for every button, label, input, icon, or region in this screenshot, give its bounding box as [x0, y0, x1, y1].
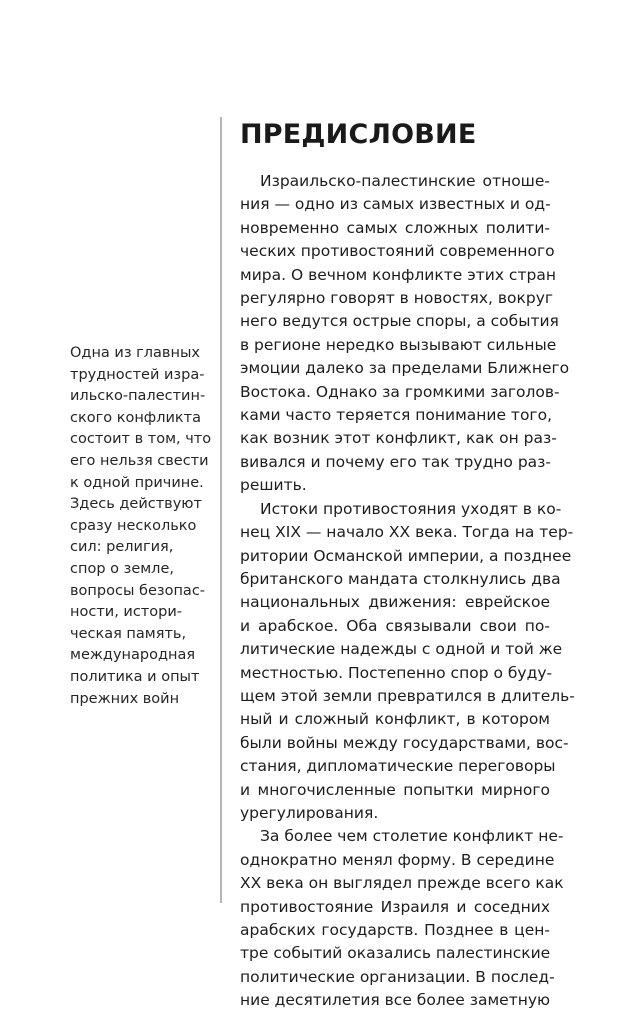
- paragraph-1-line: регулярно говорят в новостях, вокруг: [240, 289, 554, 308]
- paragraph-2-line: ритории Османской империи, а позднее: [240, 546, 572, 565]
- paragraph-2-line: стания, дипломатические переговоры: [240, 757, 556, 776]
- sidebar-line: вопросы безопас-: [70, 582, 206, 599]
- sidebar-line: состоит в том, что: [70, 431, 212, 448]
- paragraph-2-line: щем этой земли превратился в длитель-: [240, 686, 575, 705]
- paragraph-2-line: были войны между государствами, вос-: [240, 733, 569, 752]
- paragraph-1-line: него ведутся острые споры, а события: [240, 312, 559, 331]
- page-title: ПРЕДИСЛОВИЕ: [240, 119, 477, 150]
- paragraph-3-line: арабских государств. Позднее в цен-: [240, 921, 550, 939]
- paragraph-1-line: мира. О вечном конфликте этих стран: [240, 265, 556, 284]
- paragraph-3-line: XX века он выглядел прежде всего как: [240, 874, 564, 893]
- paragraph-3-line: однократно менял форму. В середине: [240, 850, 555, 869]
- sidebar-line: к одной причине.: [70, 474, 204, 491]
- paragraph-1-line: вивался и почему его так трудно раз-: [240, 452, 552, 471]
- paragraph-1-line: решить.: [240, 476, 307, 495]
- body-text: [240, 170, 575, 1013]
- sidebar-line: трудностей изра-: [70, 366, 205, 383]
- sidebar-line: ности, истори-: [70, 604, 182, 621]
- paragraph-1-line: ния — одно из самых известных и од-: [240, 195, 551, 214]
- paragraph-2-line: нец XIX — начало XX века. Тогда на тер-: [240, 523, 574, 542]
- sidebar-line: международная: [70, 647, 196, 664]
- paragraph-2-line: литические надежды с одной и той же: [240, 640, 563, 659]
- paragraph-1-line: новременно самых сложных полити-: [240, 218, 550, 237]
- sidebar-line: прежних войн: [70, 690, 180, 707]
- paragraph-2-line: национальных движения: еврейское: [240, 593, 550, 612]
- sidebar-line: ильско-палестин-: [70, 388, 206, 405]
- paragraph-3-line: тре событий оказались палестинские: [240, 944, 551, 963]
- paragraph-2-line: местностью. Постепенно спор о буду-: [240, 663, 553, 682]
- sidebar-note: [70, 343, 210, 710]
- paragraph-2-line: Истоки противостояния уходят в ко-: [260, 499, 562, 518]
- sidebar-line: политика и опыт: [70, 668, 200, 685]
- paragraph-1-line: ками часто теряется понимание того,: [240, 406, 552, 425]
- paragraph-3-line: ние десятилетия все более заметную: [240, 991, 551, 1010]
- sidebar-line: Одна из главных: [70, 345, 200, 361]
- sidebar-line: сразу несколько: [70, 517, 197, 534]
- paragraph-3-line: За более чем столетие конфликт не-: [260, 827, 564, 846]
- paragraph-3-line: политические организации. В послед-: [240, 967, 555, 986]
- paragraph-3-line: противостояние Израиля и соседних: [240, 897, 550, 916]
- sidebar-line: Здесь действуют: [70, 496, 202, 513]
- sidebar-line: сил: религия,: [70, 539, 174, 556]
- paragraph-1-line: в регионе нередко вызывают сильные: [240, 335, 557, 354]
- paragraph-1-line: эмоции далеко за пределами Ближнего: [240, 359, 570, 378]
- paragraph-2-line: урегулирования.: [240, 803, 379, 822]
- sidebar-line: ского конфликта: [70, 409, 201, 426]
- paragraph-2-line: ный и сложный конфликт, в котором: [240, 710, 550, 729]
- paragraph-2-line: и арабское. Оба связывали свои по-: [240, 616, 550, 635]
- column-divider: [220, 117, 222, 903]
- sidebar-line: его нельзя свести: [70, 452, 209, 469]
- sidebar-line: ческая память,: [70, 625, 187, 642]
- paragraph-1-line: Востока. Однако за громкими заголов-: [240, 382, 560, 401]
- paragraph-1-line: как возник этот конфликт, как он раз-: [240, 429, 557, 448]
- paragraph-1-line: Израильско-палестинские отноше-: [260, 172, 550, 190]
- paragraph-2-line: британского мандата столкнулись два: [240, 569, 561, 588]
- paragraph-2-line: и многочисленные попытки мирного: [240, 780, 550, 799]
- paragraph-1-line: ческих противостояний современного: [240, 242, 555, 261]
- sidebar-line: спор о земле,: [70, 560, 174, 577]
